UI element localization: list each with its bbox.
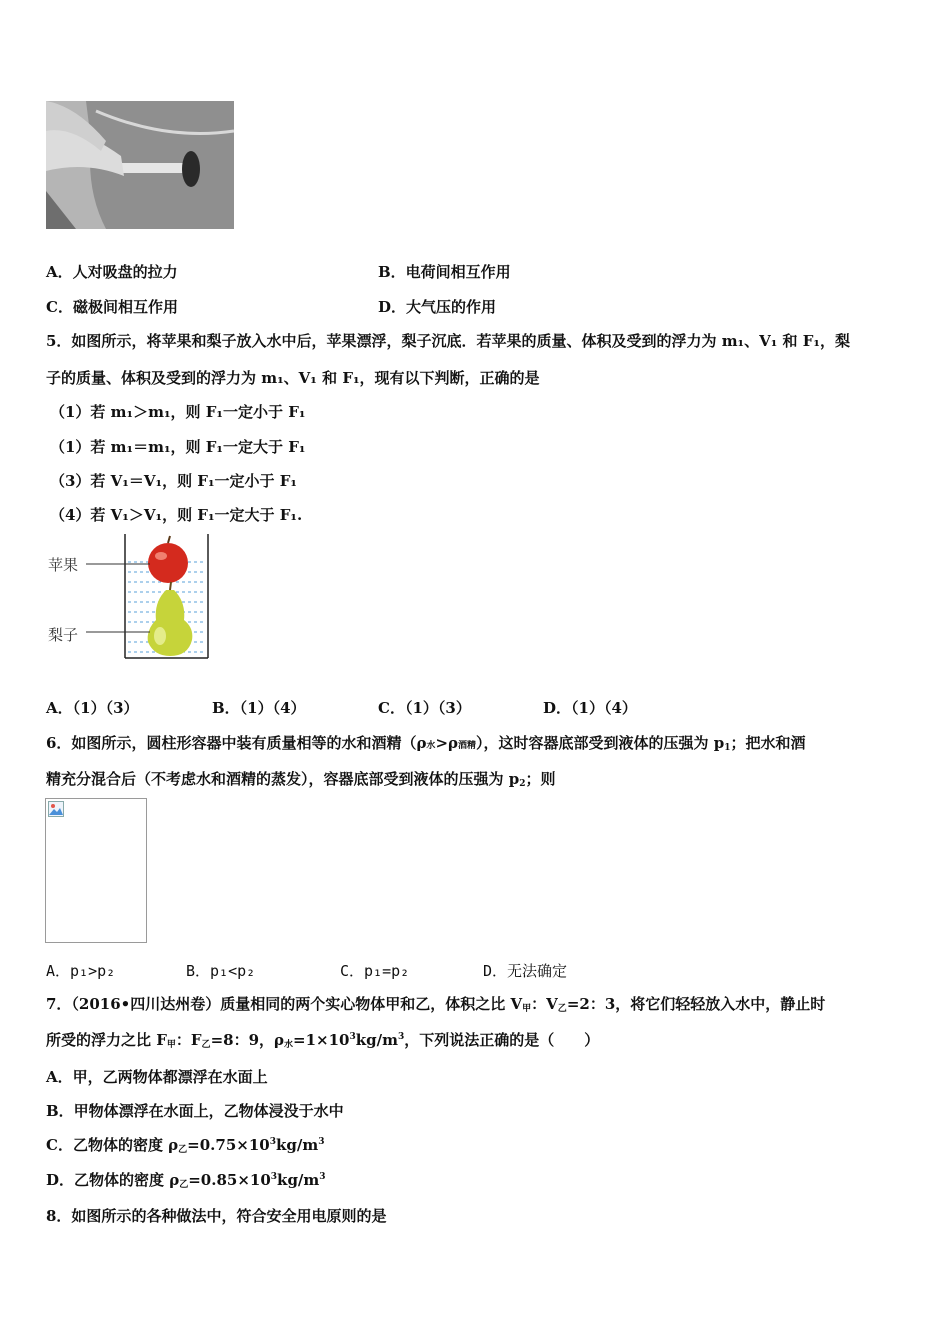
q4-option-d: D．大气压的作用: [378, 298, 497, 316]
apple-pear-figure: [46, 532, 216, 664]
q6-stem-line1: 6．如图所示，圆柱形容器中装有质量相等的水和酒精（ρ水>ρ酒精），这时容器底部受到液体的压强为 $p_1$；把水和酒: [46, 734, 806, 753]
q7-stem-line1: 7．（2016•四川达州卷）质量相同的两个实心物体甲和乙，体积之比 $V_甲$：$V_乙=2$：3，将它们轻轻放入水中，静止时: [46, 995, 826, 1014]
q5-stem-line2: 子的质量、体积及受到的浮力为 m₁、V₁ 和 F₁，现有以下判断，正确的是: [46, 369, 540, 387]
q5-judgment-1: （1）若 m₁＞m₁，则 F₁一定小于 F₁: [50, 403, 306, 421]
q7-option-c: C．乙物体的密度 $\rho_乙=0.75\times 10^3kg/m^3$: [46, 1136, 325, 1155]
q4-option-a: A．人对吸盘的拉力: [46, 263, 178, 281]
q5-stem-line1: 5．如图所示，将苹果和梨子放入水中后，苹果漂浮，梨子沉底．若苹果的质量、体积及受到的浮力为 m₁、V₁ 和 F₁，梨: [46, 332, 851, 350]
q7-option-a: A．甲，乙两物体都漂浮在水面上: [46, 1068, 268, 1086]
q6-option-b: B．p₁<p₂: [186, 962, 256, 980]
q5-judgment-3: （3）若 V₁＝V₁，则 F₁一定小于 F₁: [50, 472, 297, 490]
q6-stem-line2: 精充分混合后（不考虑水和酒精的蒸发），容器底部受到液体的压强为 $p_2$；则: [46, 770, 556, 789]
q6-figure-placeholder: [45, 798, 147, 943]
q4-option-c: C．磁极间相互作用: [46, 298, 178, 316]
q6-option-d: D．无法确定: [483, 962, 568, 980]
q6-option-a: A．p₁>p₂: [46, 962, 116, 980]
q5-option-d: D．（1）（4）: [543, 699, 637, 717]
q5-option-b: B．（1）（4）: [212, 699, 306, 717]
q7-option-d: D．乙物体的密度 $\rho_乙=0.85\times 10^3kg/m^3$: [46, 1171, 326, 1190]
q5-judgment-4: （4）若 V₁＞V₁，则 F₁一定大于 F₁.: [50, 506, 303, 524]
pear-label: 梨子: [48, 626, 79, 644]
q6-option-c: C．p₁=p₂: [340, 962, 410, 980]
q5-option-c: C．（1）（3）: [378, 699, 471, 717]
broken-image-icon: [48, 801, 64, 817]
q7-option-b: B．甲物体漂浮在水面上，乙物体浸没于水中: [46, 1102, 344, 1120]
suction-cup-photo: [46, 101, 234, 229]
q5-judgment-2: （1）若 m₁＝m₁，则 F₁一定大于 F₁: [50, 438, 306, 456]
q5-option-a: A．（1）（3）: [46, 699, 139, 717]
q7-stem-line2: 所受的浮力之比 $F_甲$：$F_乙=8$：9，$\rho_水=1\times 10^3kg/m^3$，下列说法正确的是（ ）: [46, 1031, 600, 1050]
apple-label: 苹果: [48, 556, 79, 574]
q4-option-b: B．电荷间相互作用: [378, 263, 511, 281]
q8-stem: 8．如图所示的各种做法中，符合安全用电原则的是: [46, 1207, 387, 1225]
